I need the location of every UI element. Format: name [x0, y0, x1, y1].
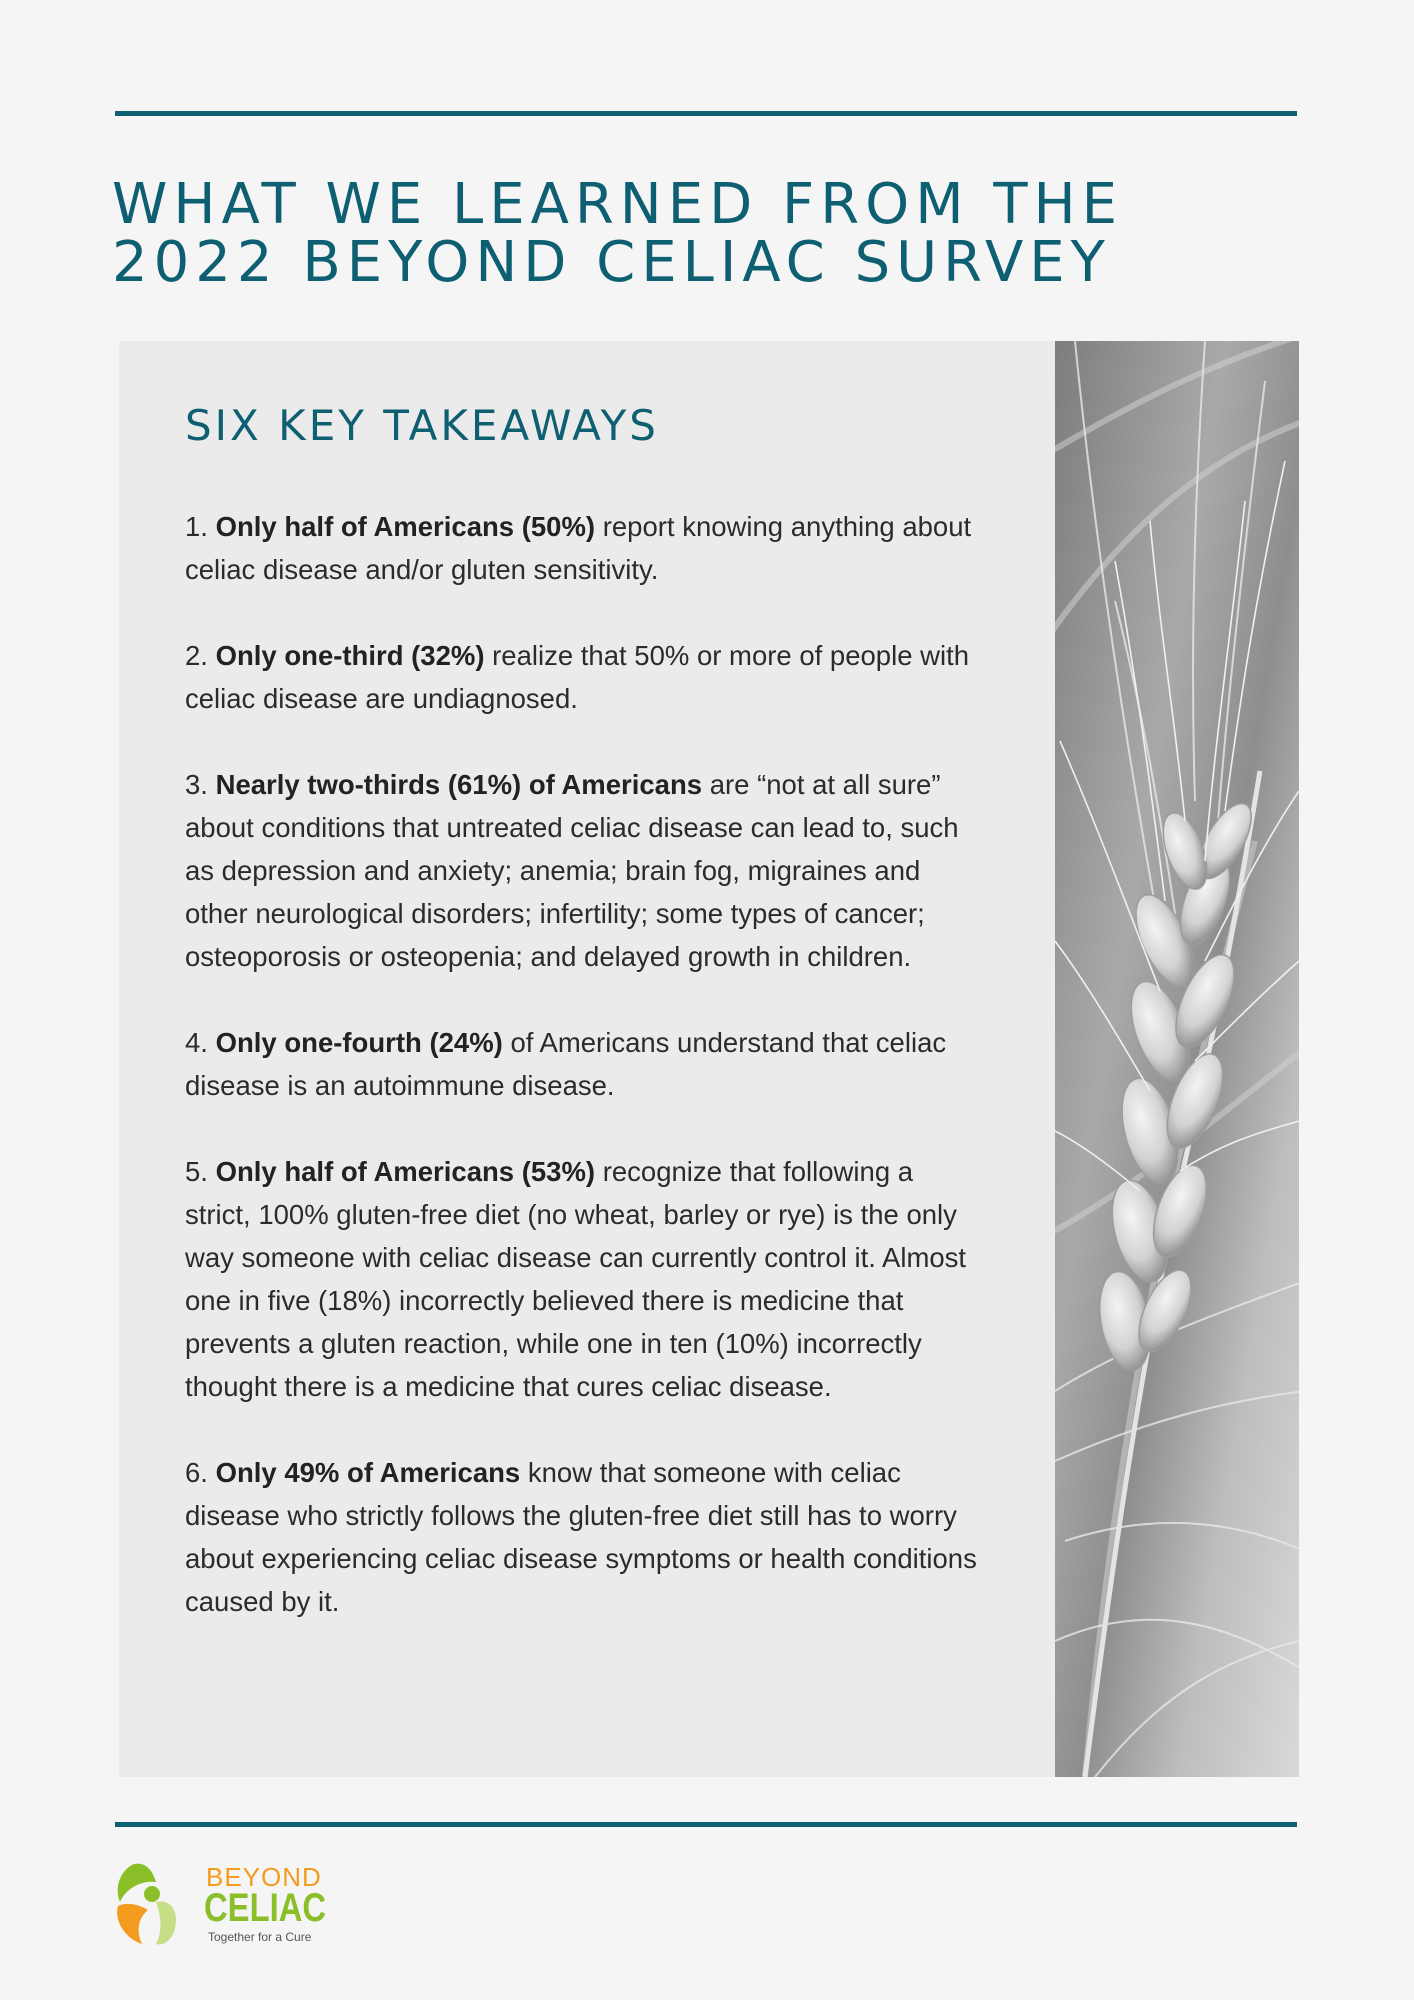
- logo-word-beyond: BEYOND: [206, 1862, 322, 1892]
- logo-word-celiac: CELIAC: [204, 1886, 327, 1930]
- beyond-celiac-logo[interactable]: [112, 1858, 352, 1948]
- takeaways-list: [185, 505, 985, 1623]
- page-title-line-1: WHAT WE LEARNED FROM THE: [112, 172, 1124, 237]
- top-divider: [115, 111, 1297, 116]
- takeaway-highlight: Only one-third (32%): [215, 640, 485, 671]
- page-title-line-2: 2022 BEYOND CELIAC SURVEY: [112, 230, 1111, 295]
- takeaway-text: know that someone with celiac disease who strictly follows the gluten-free diet still has to worry about experiencing celiac disease symptoms or health conditions caused by it.: [185, 1457, 977, 1617]
- wheat-photo: [1055, 341, 1299, 1777]
- logo-tagline: Together for a Cure: [208, 1930, 312, 1944]
- takeaway-highlight: Only half of Americans (50%): [215, 511, 596, 542]
- takeaway-4: [185, 1021, 985, 1107]
- takeaway-number: 2.: [185, 640, 208, 671]
- takeaway-number: 3.: [185, 769, 208, 800]
- takeaway-text: recognize that following a strict, 100% gluten-free diet (no wheat, barley or rye) is the only way someone with celiac disease can currently control it. Almost one in five (18%) incorrectly believed there is medicine that prevents a gluten reaction, while one in ten (10%) incorrectly thought there is a medicine that cures celiac disease.: [185, 1156, 967, 1402]
- takeaway-text: report knowing anything about celiac disease and/or gluten sensitivity.: [185, 511, 972, 585]
- takeaway-number: 5.: [185, 1156, 208, 1187]
- takeaway-text: of Americans understand that celiac disease is an autoimmune disease.: [185, 1027, 947, 1101]
- takeaways-panel: [119, 341, 1055, 1777]
- takeaway-5: [185, 1150, 985, 1408]
- takeaway-highlight: Only 49% of Americans: [215, 1457, 521, 1488]
- bottom-divider: [115, 1822, 1297, 1827]
- takeaway-2: [185, 634, 985, 720]
- takeaway-6: [185, 1451, 985, 1623]
- takeaway-highlight: Nearly two-thirds (61%) of Americans: [215, 769, 703, 800]
- takeaway-1: [185, 505, 985, 591]
- takeaway-number: 1.: [185, 511, 208, 542]
- takeaways-heading: SIX KEY TAKEAWAYS: [185, 401, 659, 450]
- wheat-photo-art: [1055, 341, 1299, 1777]
- takeaway-number: 6.: [185, 1457, 208, 1488]
- takeaway-3: [185, 763, 985, 978]
- page-title: [112, 172, 1302, 295]
- takeaway-number: 4.: [185, 1027, 208, 1058]
- takeaway-text: are “not at all sure” about conditions that untreated celiac disease can lead to, such as depression and anxiety; anemia; brain fog, migraines and other neurological disorders; infertility; some types of cancer; osteoporosis or osteopenia; and delayed growth in children.: [185, 769, 959, 972]
- takeaway-highlight: Only one-fourth (24%): [215, 1027, 503, 1058]
- beyond-celiac-logo-mark-icon: [112, 1858, 212, 1948]
- takeaway-highlight: Only half of Americans (53%): [215, 1156, 596, 1187]
- takeaway-text: realize that 50% or more of people with celiac disease are undiagnosed.: [185, 640, 970, 714]
